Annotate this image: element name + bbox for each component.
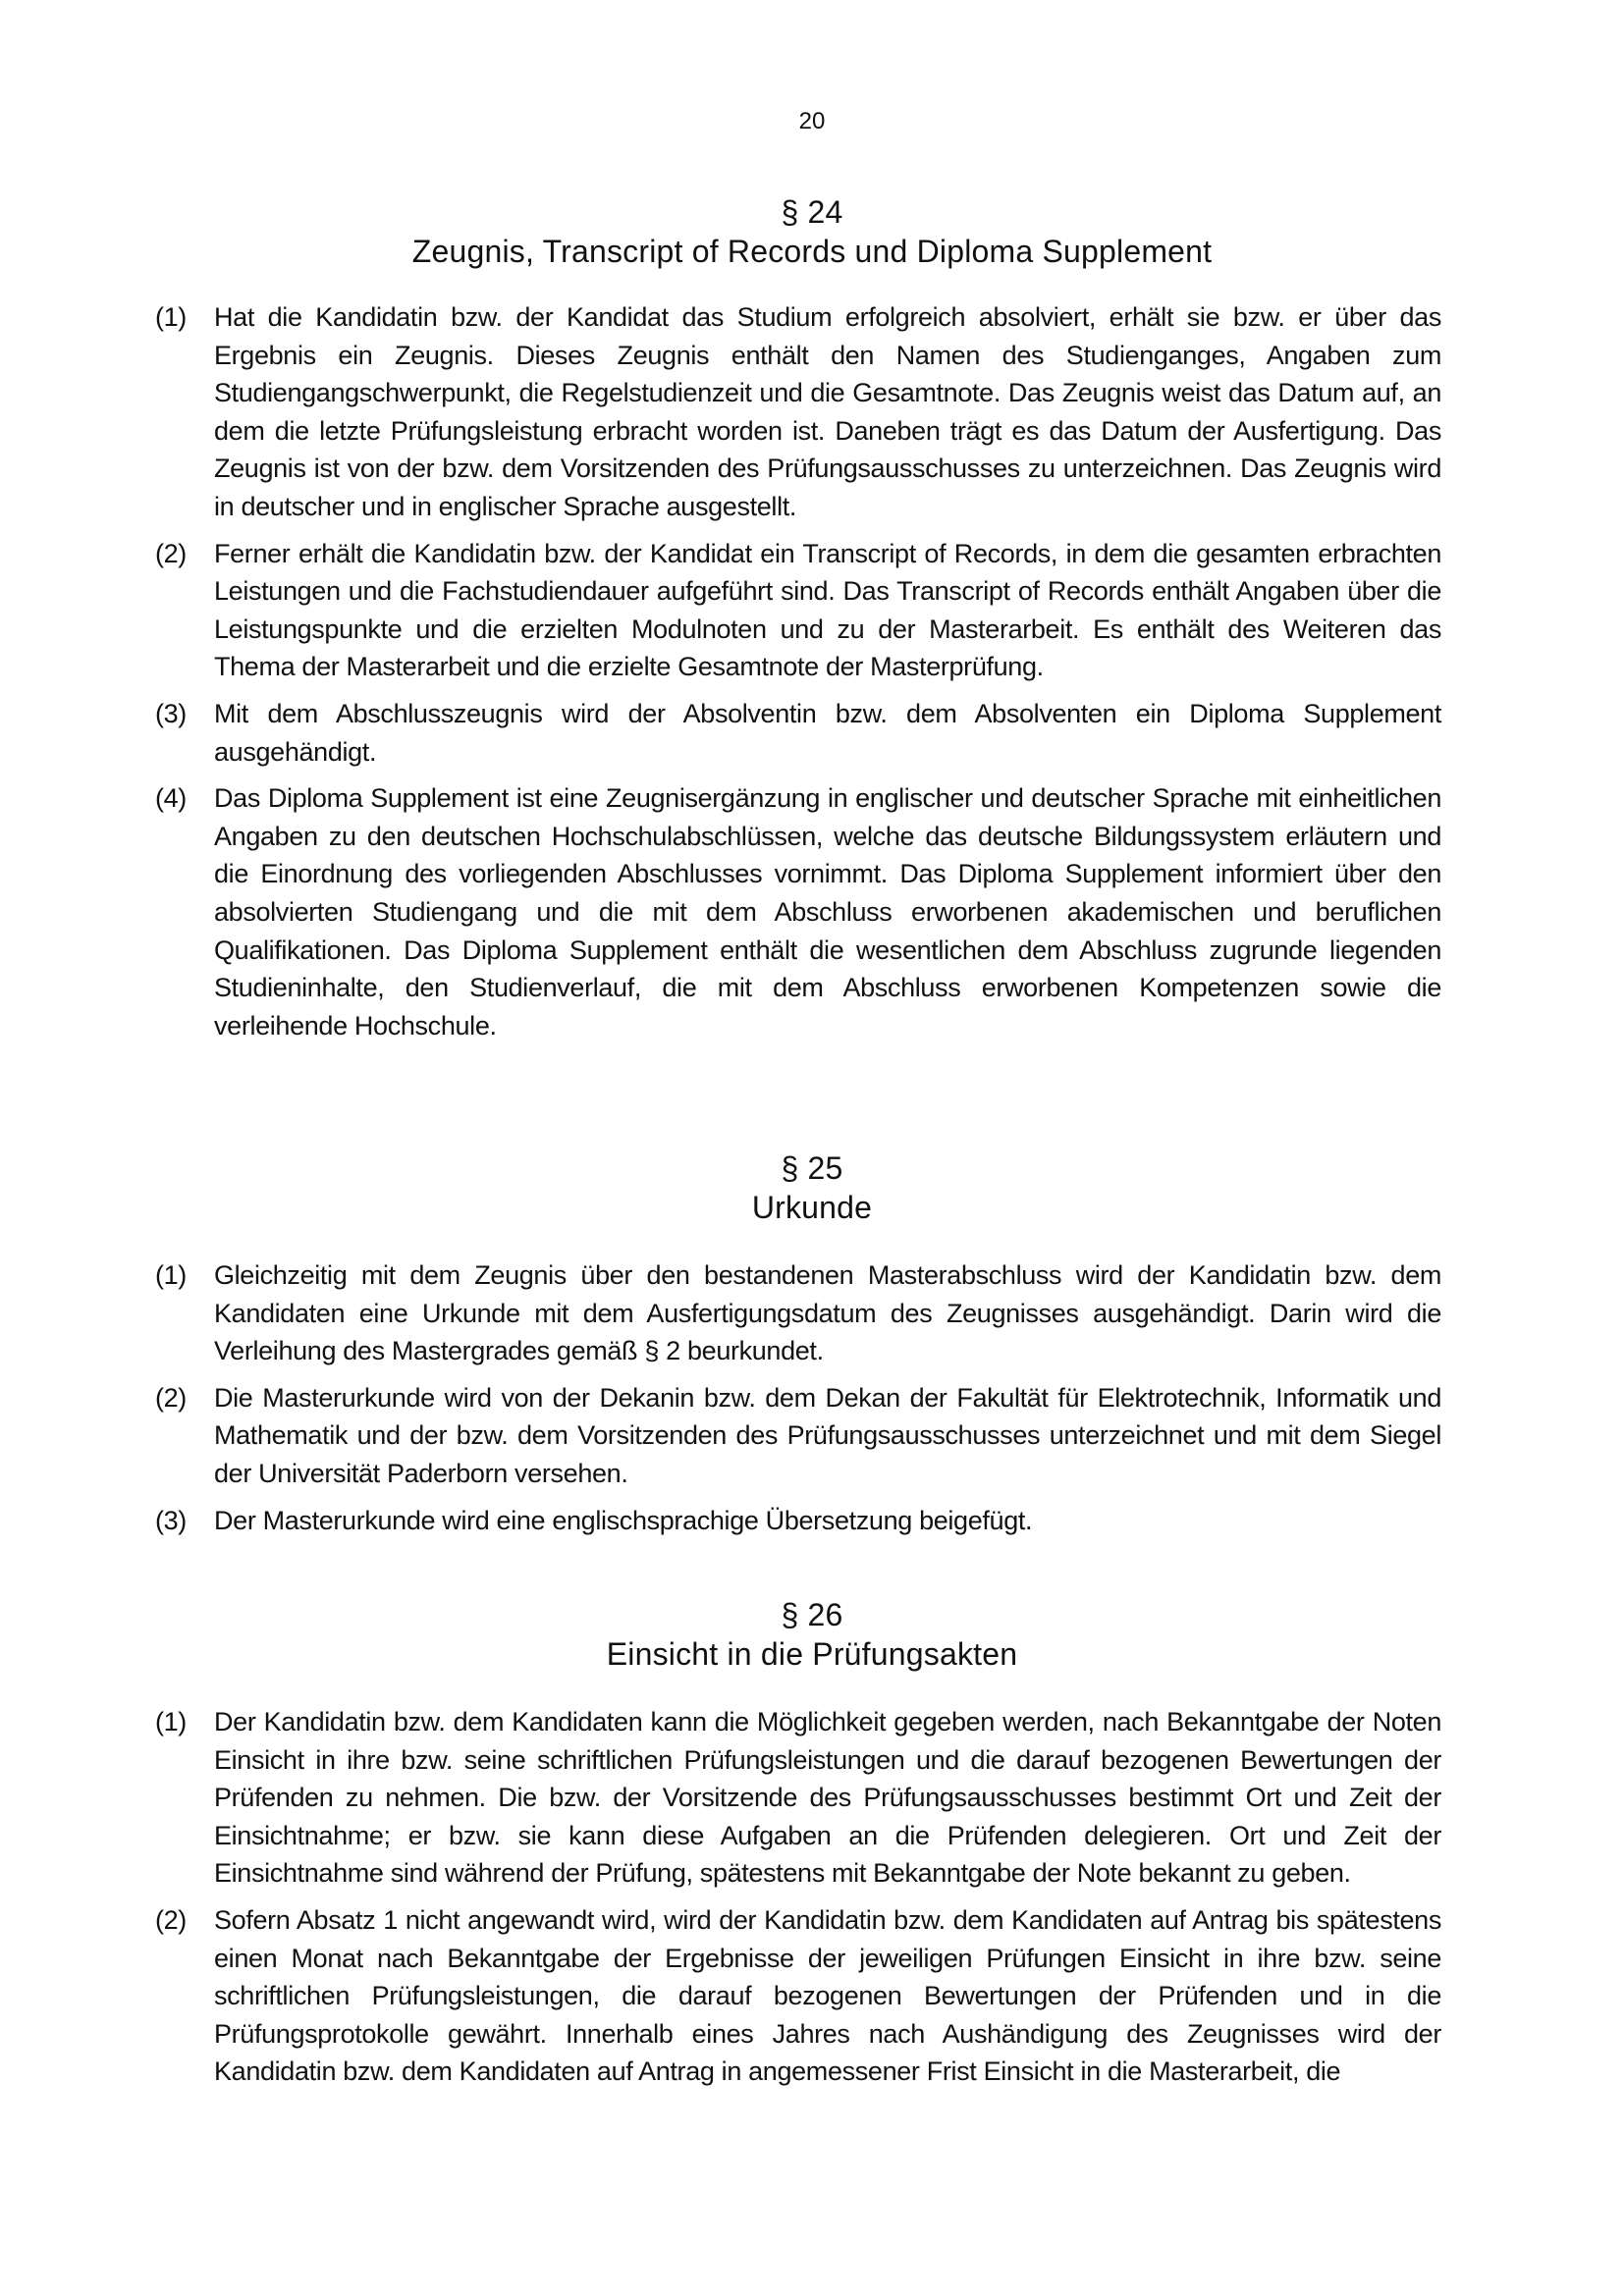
paragraph-text: Die Masterurkunde wird von der Dekanin bzw. dem Dekan der Fakultät für Elektrotechnik, Informatik und Mathematik und der bzw. dem Vorsitzenden des Prüfungsausschusses unterzeichnet und mit dem Siegel der Universität Paderborn versehen.: [214, 1382, 1441, 1488]
section-title: Einsicht in die Prüfungsakten: [606, 1636, 1018, 1672]
paragraph-text: Mit dem Abschlusszeugnis wird der Absolventin bzw. dem Absolventen ein Diploma Supplement ausgehändigt.: [214, 698, 1441, 767]
paragraph-number: (3): [155, 698, 187, 728]
section-symbol: § 24: [781, 194, 843, 230]
section-symbol: § 25: [781, 1150, 843, 1186]
section-24: [0, 192, 1624, 1053]
paragraph: [155, 695, 1441, 771]
paragraph: [155, 1502, 1441, 1540]
paragraph-number: (1): [155, 302, 187, 332]
paragraph: [155, 535, 1441, 686]
paragraph-text: Der Masterurkunde wird eine englischsprachige Übersetzung beigefügt.: [214, 1505, 1033, 1535]
paragraph-text: Sofern Absatz 1 nicht angewandt wird, wird der Kandidatin bzw. dem Kandidaten auf Antrag bis spätestens einen Monat nach Bekanntgabe der Ergebnisse der jeweiligen Prüfungen Einsicht in ihre bzw. seine schriftlichen Prüfungsleistungen, die darauf bezogenen Bewertungen der Prüfenden und in die Prüfungsprotokolle gewährt. Innerhalb eines Jahres nach Aushändigung des Zeugnisses wird der Kandidatin bzw. dem Kandidaten auf Antrag in angemessener Frist Einsicht in die Masterarbeit, die: [214, 1904, 1441, 2087]
paragraph: [155, 1256, 1441, 1370]
paragraph-text: Der Kandidatin bzw. dem Kandidaten kann die Möglichkeit gegeben werden, nach Bekanntgabe der Noten Einsicht in ihre bzw. seine schriftlichen Prüfungsleistungen und die darauf bezogenen Bewertungen der Prüfenden zu nehmen. Die bzw. der Vorsitzende des Prüfungsausschusses bestimmt Ort und Zeit der Einsichtnahme; er bzw. sie kann diese Aufgaben an die Prüfenden delegieren. Ort und Zeit der Einsichtnahme sind während der Prüfung, spätestens mit Bekanntgabe der Note bekannt zu geben.: [214, 1707, 1441, 1889]
section-25: [0, 1148, 1624, 1548]
paragraph: [155, 779, 1441, 1044]
section-26: [0, 1595, 1624, 2100]
paragraph-number: (1): [155, 1707, 187, 1736]
section-title: Urkunde: [751, 1190, 873, 1225]
section-symbol: § 26: [781, 1597, 843, 1632]
paragraph-number: (2): [155, 1382, 187, 1413]
paragraph-number: (1): [155, 1260, 187, 1290]
paragraph-number: (2): [155, 538, 187, 568]
paragraph-text: Das Diploma Supplement ist eine Zeugnisergänzung in englischer und deutscher Sprache mit einheitlichen Angaben zu den deutschen Hochschulabschlüssen, welche das deutsche Bildungssystem erläutern und die Einordnung des vorliegenden Abschlusses vornimmt. Das Diploma Supplement informiert über den absolvierten Studiengang und die mit dem Abschluss erworbenen akademischen und beruflichen Qualifikationen. Das Diploma Supplement enthält die wesentlichen dem Abschluss zugrunde liegenden Studieninhalte, den Studienverlauf, die mit dem Abschluss erworbenen Kompetenzen sowie die verleihende Hochschule.: [214, 783, 1441, 1041]
paragraph-text: Hat die Kandidatin bzw. der Kandidat das Studium erfolgreich absolviert, erhält sie bzw. er über das Ergebnis ein Zeugnis. Dieses Zeugnis enthält den Namen des Studienganges, Angaben zum Studiengangschwerpunkt, die Regelstudienzeit und die Gesamtnote. Das Zeugnis weist das Datum auf, an dem die letzte Prüfungsleistung erbracht worden ist. Daneben trägt es das Datum der Ausfertigung. Das Zeugnis ist von der bzw. dem Vorsitzenden des Prüfungsausschusses zu unterzeichnen. Das Zeugnis wird in deutscher und in englischer Sprache ausgestellt.: [214, 302, 1441, 521]
paragraph-list: [0, 1703, 1624, 2091]
paragraph: [155, 1901, 1441, 2091]
paragraph-number: (2): [155, 1904, 187, 1935]
paragraph-number: (3): [155, 1505, 187, 1535]
paragraph: [155, 298, 1441, 526]
paragraph: [155, 1703, 1441, 1893]
paragraph-text: Gleichzeitig mit dem Zeugnis über den bestandenen Masterabschluss wird der Kandidatin bzw. dem Kandidaten eine Urkunde mit dem Ausfertigungsdatum des Zeugnisses ausgehändigt. Darin wird die Verleihung des Mastergrades gemäß § 2 beurkundet.: [214, 1260, 1441, 1366]
paragraph-text: Ferner erhält die Kandidatin bzw. der Kandidat ein Transcript of Records, in dem die gesamten erbrachten Leistungen und die Fachstudiendauer aufgeführt sind. Das Transcript of Records enthält Angaben über die Leistungspunkte und die erzielten Modulnoten und zu der Masterarbeit. Es enthält des Weiteren das Thema der Masterarbeit und die erzielte Gesamtnote der Masterprüfung.: [214, 538, 1441, 682]
paragraph-list: [0, 1256, 1624, 1539]
section-title: Zeugnis, Transcript of Records und Diploma Supplement: [411, 234, 1213, 269]
paragraph-number: (4): [155, 783, 187, 814]
paragraph-list: [0, 298, 1624, 1044]
page-number: 20: [798, 108, 826, 134]
paragraph: [155, 1379, 1441, 1493]
